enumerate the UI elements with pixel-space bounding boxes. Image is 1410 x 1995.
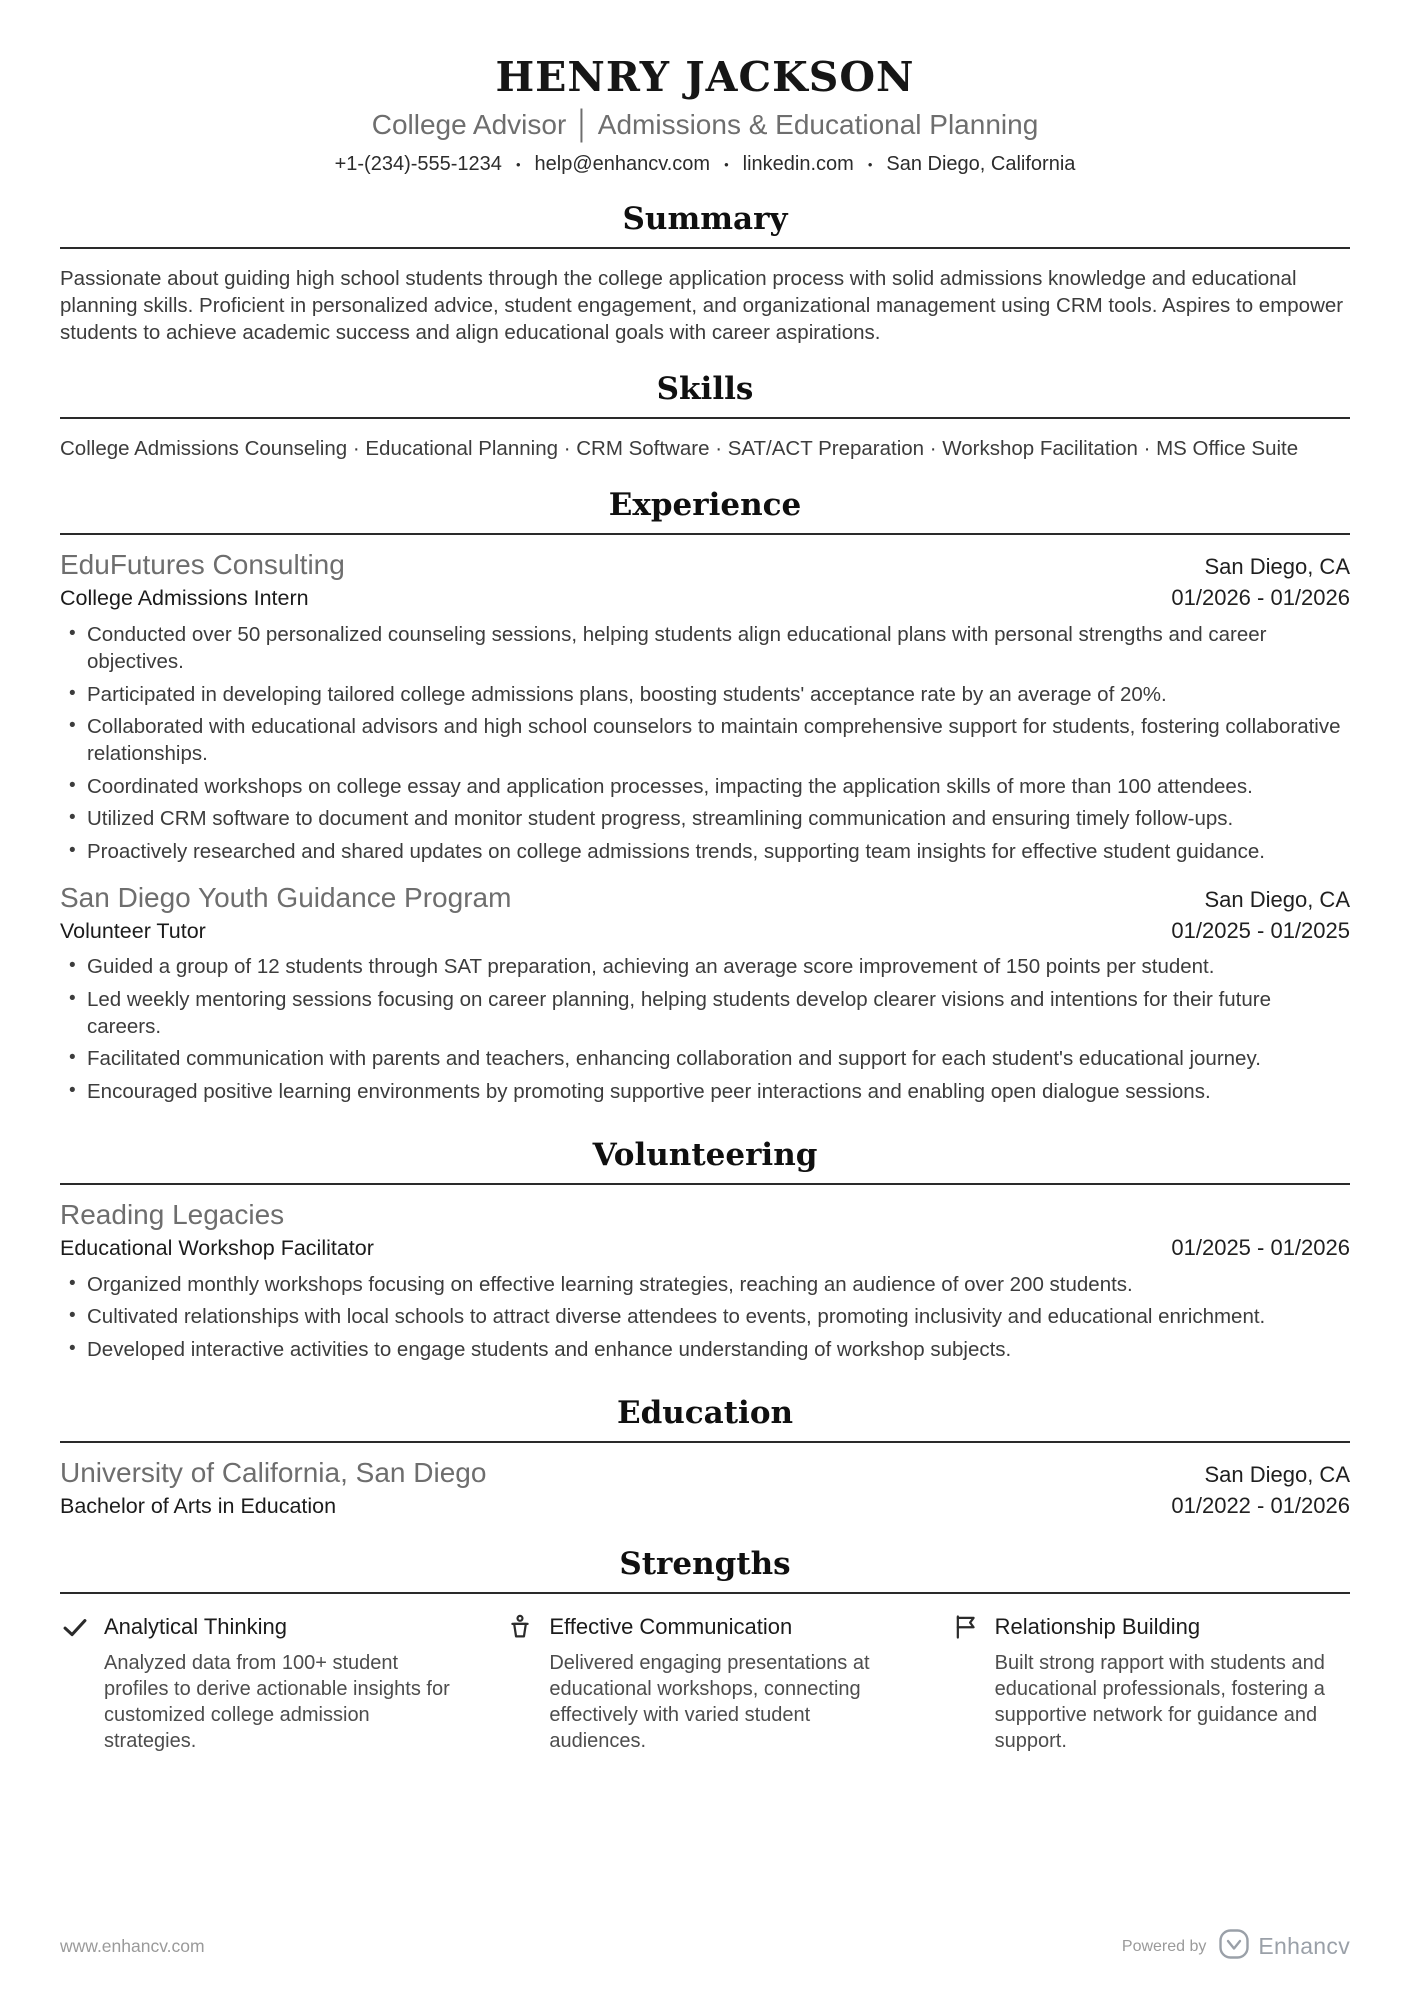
experience-entry xyxy=(60,880,1350,1106)
volunteering-entry xyxy=(60,1197,1350,1364)
contact-location: • San Diego, California xyxy=(854,153,1076,176)
strength-text: Built strong rapport with students and educational professionals, fostering a supportive network for guidance and support. xyxy=(994,1652,1325,1753)
candidate-headline: College Advisor │ Admissions & Educational Planning xyxy=(371,109,1039,141)
resume-header xyxy=(60,54,1350,176)
job-title: College Admissions Intern xyxy=(60,586,309,611)
enhancv-logo-icon xyxy=(1218,1928,1250,1965)
contact-email[interactable]: • help@enhancv.com xyxy=(502,153,710,176)
strengths-grid xyxy=(60,1612,1350,1754)
degree-name: Bachelor of Arts in Education xyxy=(60,1493,337,1518)
bullet-list xyxy=(60,1272,1350,1364)
bullet-item: • Conducted over 50 personalized counseling sessions, helping students align educational plans with personal strengths and career objectives. xyxy=(87,622,1350,675)
entry-location: San Diego, CA xyxy=(1204,886,1350,912)
flag-icon xyxy=(951,1612,981,1642)
strength-title: Analytical Thinking xyxy=(104,1614,288,1640)
contact-line xyxy=(60,153,1350,176)
strengths-section xyxy=(60,1546,1350,1754)
summary-heading: Summary xyxy=(60,201,1350,249)
company-name: San Diego Youth Guidance Program xyxy=(60,881,512,913)
strength-text: Delivered engaging presentations at educational workshops, connecting effectively with varied student audiences. xyxy=(549,1652,870,1753)
bullet-list xyxy=(60,622,1350,865)
company-name: EduFutures Consulting xyxy=(60,549,345,581)
podium-icon xyxy=(505,1612,535,1642)
skills-heading: Skills xyxy=(60,371,1350,419)
experience-entry xyxy=(60,547,1350,865)
enhancv-brand-link[interactable] xyxy=(1218,1928,1350,1965)
bullet-item: • Utilized CRM software to document and monitor student progress, streamlining communication and ensuring timely follow-ups. xyxy=(87,806,1350,833)
strength-item xyxy=(951,1612,1350,1754)
bullet-item: • Participated in developing tailored college admissions plans, boosting students' acceptance rate by an average of 20%. xyxy=(87,682,1350,709)
bullet-item: • Facilitated communication with parents and teachers, enhancing collaboration and support for each student's educational journey. xyxy=(87,1046,1350,1073)
bullet-item: • Guided a group of 12 students through SAT preparation, achieving an average score improvement of 150 points per student. xyxy=(87,954,1350,981)
entry-dates: 01/2025 - 01/2025 xyxy=(1171,917,1350,943)
education-entry xyxy=(60,1455,1350,1521)
bullet-item: • Collaborated with educational advisors and high school counselors to maintain comprehensive support for students, fostering collaborative relationships. xyxy=(87,714,1350,767)
contact-linkedin[interactable]: • linkedin.com xyxy=(710,153,854,176)
skills-list: College Admissions Counseling · Educational Planning · CRM Software · SAT/ACT Preparation · Workshop Facilitation · MS Office Suite xyxy=(60,437,1299,461)
check-icon xyxy=(60,1612,90,1642)
powered-by-label: Powered by xyxy=(1121,1937,1207,1955)
entry-dates: 01/2025 - 01/2026 xyxy=(1171,1234,1350,1260)
entry-dates: 01/2022 - 01/2026 xyxy=(1171,1492,1350,1518)
strength-item xyxy=(505,1612,904,1754)
bullet-item: • Proactively researched and shared updates on college admissions trends, supporting team insights for effective student guidance. xyxy=(87,839,1350,866)
candidate-name: HENRY JACKSON xyxy=(495,53,915,101)
job-title: Volunteer Tutor xyxy=(60,918,206,943)
strengths-heading: Strengths xyxy=(60,1546,1350,1594)
education-heading: Education xyxy=(60,1395,1350,1443)
bullet-item: • Encouraged positive learning environments by promoting supportive peer interactions and enabling open dialogue sessions. xyxy=(87,1079,1350,1106)
contact-phone: +1-(234)-555-1234 xyxy=(334,152,502,175)
volunteering-section xyxy=(60,1137,1350,1370)
page-footer xyxy=(60,1908,1350,1965)
entry-location: San Diego, CA xyxy=(1204,554,1350,580)
powered-by xyxy=(1122,1928,1350,1965)
footer-website-link[interactable]: www.enhancv.com xyxy=(60,1936,205,1956)
strength-text: Analyzed data from 100+ student profiles to derive actionable insights for customized college admission strategies. xyxy=(104,1652,450,1753)
brand-name: Enhancv xyxy=(1258,1933,1350,1959)
bullet-list xyxy=(60,954,1350,1105)
bullet-item: • Developed interactive activities to engage students and enhance understanding of workshop subjects. xyxy=(87,1337,1350,1364)
bullet-item: • Cultivated relationships with local schools to attract diverse attendees to events, promoting inclusivity and educational enrichment. xyxy=(87,1304,1350,1331)
skills-section xyxy=(60,371,1350,462)
education-section xyxy=(60,1395,1350,1521)
entry-location: San Diego, CA xyxy=(1204,1461,1350,1487)
experience-heading: Experience xyxy=(60,487,1350,535)
volunteering-heading: Volunteering xyxy=(60,1137,1350,1185)
summary-section xyxy=(60,201,1350,346)
entry-dates: 01/2026 - 01/2026 xyxy=(1171,585,1350,611)
school-name: University of California, San Diego xyxy=(60,1456,487,1488)
volunteer-title: Educational Workshop Facilitator xyxy=(60,1235,374,1260)
strength-title: Relationship Building xyxy=(994,1614,1201,1640)
bullet-item: • Organized monthly workshops focusing on effective learning strategies, reaching an audience of over 200 students. xyxy=(87,1272,1350,1299)
strength-title: Effective Communication xyxy=(549,1614,793,1640)
bullet-item: • Led weekly mentoring sessions focusing on career planning, helping students develop clearer visions and intentions for their future careers. xyxy=(87,987,1350,1040)
experience-section xyxy=(60,487,1350,1111)
summary-text: Passionate about guiding high school students through the college application process with solid admissions knowledge and educational planning skills. Proficient in personalized advice, student engagement, and organizational management using CRM tools. Aspires to empower students to achieve academic success and align educational goals with career aspirations. xyxy=(60,266,1344,345)
bullet-item: • Coordinated workshops on college essay and application processes, impacting the application skills of more than 100 attendees. xyxy=(87,774,1350,801)
strength-item xyxy=(60,1612,459,1754)
organization-name: Reading Legacies xyxy=(60,1198,285,1230)
